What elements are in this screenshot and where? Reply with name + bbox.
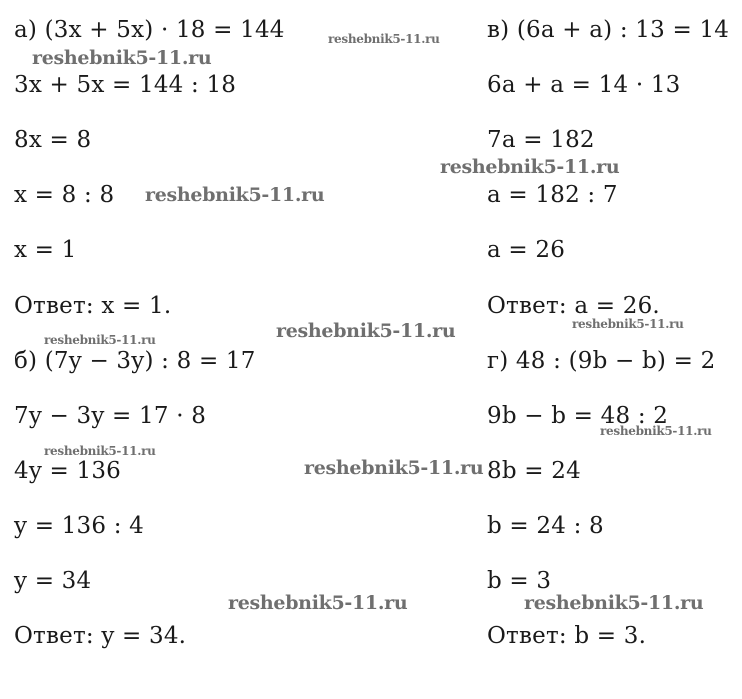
problem-a-answer: Ответ: x = 1. <box>14 293 172 319</box>
problem-b-equation: б) (7y − 3y) : 8 = 17 <box>14 348 256 374</box>
problem-g-step-1: 9b − b = 48 : 2 <box>487 403 669 429</box>
problem-v-equation: в) (6a + a) : 13 = 14 <box>487 17 730 43</box>
problem-b-step-1: 7y − 3y = 17 · 8 <box>14 403 207 429</box>
watermark: reshebnik5-11.ru <box>32 47 212 69</box>
watermark: reshebnik5-11.ru <box>228 592 408 614</box>
problem-v-step-2: 7a = 182 <box>487 127 595 153</box>
watermark: reshebnik5-11.ru <box>600 424 712 438</box>
watermark: reshebnik5-11.ru <box>44 333 156 347</box>
watermark: reshebnik5-11.ru <box>44 444 156 458</box>
watermark: reshebnik5-11.ru <box>276 320 456 342</box>
problem-b-answer: Ответ: y = 34. <box>14 623 187 649</box>
problem-v-answer: Ответ: a = 26. <box>487 293 660 319</box>
problem-v-step-1: 6a + a = 14 · 13 <box>487 72 681 98</box>
problem-a-step-1: 3x + 5x = 144 : 18 <box>14 72 237 98</box>
problem-a-step-2: 8x = 8 <box>14 127 92 153</box>
problem-a-equation: а) (3x + 5x) · 18 = 144 <box>14 17 285 43</box>
problem-a-step-4: x = 1 <box>14 237 77 263</box>
problem-v-step-4: a = 26 <box>487 237 566 263</box>
problem-g-step-4: b = 3 <box>487 568 552 594</box>
problem-v-step-3: a = 182 : 7 <box>487 182 618 208</box>
problem-g-step-2: 8b = 24 <box>487 458 581 484</box>
problem-b-step-3: y = 136 : 4 <box>14 513 144 539</box>
watermark: reshebnik5-11.ru <box>524 592 704 614</box>
watermark: reshebnik5-11.ru <box>304 457 484 479</box>
problem-g-step-3: b = 24 : 8 <box>487 513 604 539</box>
watermark: reshebnik5-11.ru <box>440 156 620 178</box>
watermark: reshebnik5-11.ru <box>572 317 684 331</box>
problem-b-step-2: 4y = 136 <box>14 458 122 484</box>
problem-b-step-4: y = 34 <box>14 568 92 594</box>
watermark: reshebnik5-11.ru <box>328 32 440 46</box>
problem-g-equation: г) 48 : (9b − b) = 2 <box>487 348 716 374</box>
problem-g-answer: Ответ: b = 3. <box>487 623 647 649</box>
problem-a-step-3: x = 8 : 8 <box>14 182 115 208</box>
watermark: reshebnik5-11.ru <box>145 184 325 206</box>
